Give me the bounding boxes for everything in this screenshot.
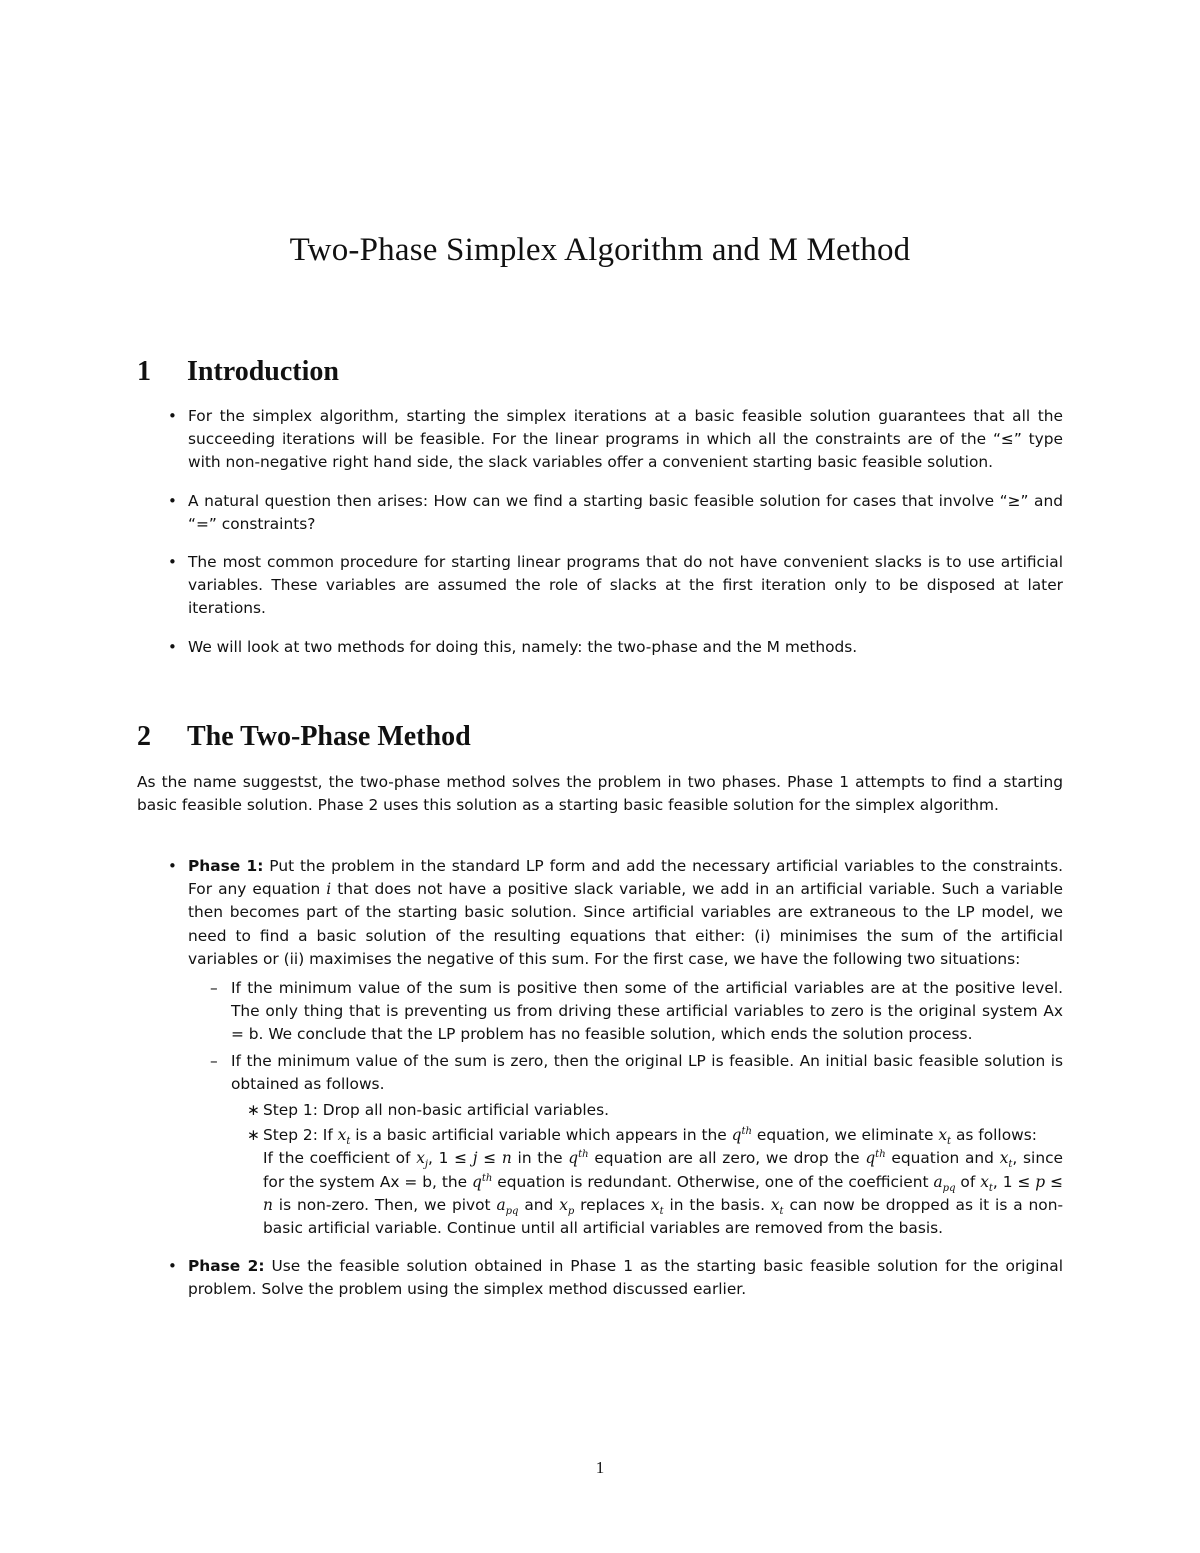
list-item (231, 1124, 1063, 1240)
text-run: is non-zero. Then, we pivot (272, 1195, 497, 1214)
page-number: 1 (595, 1458, 605, 1477)
text-run: , 1 ≤ (427, 1149, 473, 1168)
list-item (137, 490, 1063, 536)
text-run: in the basis. (663, 1195, 771, 1214)
list-item (137, 405, 1063, 475)
math-var: $x_t$ (999, 1149, 1013, 1171)
text-run: Use the feasible solution obtained in Phase 1 as the starting basic feasible solution for the original problem. Solve the problem using the simplex method discussed earlier. (188, 1257, 1063, 1299)
bullet-icon: • (168, 1257, 177, 1276)
math-var: $x_t$ (938, 1126, 952, 1148)
text-run: equation, we eliminate (751, 1126, 939, 1145)
case-text: If the minimum value of the sum is zero, then the original LP is feasible. An initial basic feasible solution is obtained as follows. (231, 1051, 1063, 1093)
section-title: The Two-Phase Method (187, 721, 471, 752)
dash-icon: – (210, 1051, 218, 1070)
phase-2-paragraph (188, 1257, 1063, 1298)
text-run: and (518, 1195, 560, 1214)
step-2-text (263, 1126, 1063, 1237)
text-run: is a basic artificial variable which appears in the (350, 1126, 732, 1145)
math-var: $x_j$ (416, 1149, 428, 1171)
section-title: Introduction (187, 356, 339, 387)
phase-label: Phase 1: (188, 857, 264, 875)
math-var: $x_t$ (650, 1195, 664, 1217)
text-run: ≤ (1045, 1172, 1063, 1191)
math-var: $a_{pq}$ (496, 1195, 519, 1217)
list-item (188, 977, 1063, 1047)
text-run: Put the problem in the standard LP form and add the necessary artificial variables to the constraints. For any equation (188, 857, 1063, 899)
section-intro-paragraph: As the name suggestst, the two-phase method solves the problem in two phases. Phase 1 attempts to find a starting basic feasible solution. Phase 2 uses this solution as a starting basic feasible solution for the simplex algorithm. (137, 773, 1063, 815)
section-number: 1 (137, 356, 151, 387)
asterisk-icon: ∗ (247, 1126, 260, 1145)
text-run: can now be dropped as it is a non-basic artificial variable. Continue until all artificial variables are removed from the basis. (263, 1195, 1064, 1238)
asterisk-icon: ∗ (247, 1101, 260, 1120)
math-var: $q^{th}$ (472, 1172, 493, 1191)
math-var: n (501, 1149, 512, 1168)
math-var: $x_t$ (337, 1126, 351, 1148)
list-item (188, 1050, 1063, 1241)
math-var: $x_p$ (559, 1195, 575, 1217)
math-var: i (326, 880, 332, 899)
bullet-text: A natural question then arises: How can we find a starting basic feasible solution for cases that involve “≥” and “=” constraints? (188, 491, 1063, 533)
math-var: $q^{th}$ (865, 1149, 886, 1168)
math-var: $a_{pq}$ (933, 1172, 956, 1194)
text-run: , 1 ≤ (992, 1172, 1036, 1191)
section-number: 2 (137, 721, 151, 752)
section-heading-introduction (137, 356, 339, 388)
math-var: $x_t$ (980, 1172, 993, 1194)
text-run: If the coefficient of (263, 1149, 417, 1168)
case-text: If the minimum value of the sum is positive then some of the artificial variables are at the positive level. The only thing that is preventing us from driving these artificial variables to zero is the original system Ax = b. We conclude that the LP problem has no feasible solution, which ends the solution process. (231, 979, 1063, 1044)
text-run: that does not have a positive slack variable, we add in an artificial variable. Such a variable then becomes part of the starting basic solution. Since artificial variables are extraneous to the LP model, we need to find a basic solution of the resulting equations that either: (i) minimises the sum of the artificial variables or (ii) maximises the negative of this sum. For the first case, we have the following two situations: (188, 880, 1063, 968)
math-var: p (1035, 1172, 1046, 1191)
text-run: replaces (574, 1195, 651, 1214)
bullet-icon: • (168, 857, 177, 875)
phase-label: Phase 2: (188, 1257, 265, 1276)
math-var: $x_t$ (770, 1195, 784, 1217)
text-run: equation is redundant. Otherwise, one of the coefficient (492, 1172, 934, 1191)
step-text: Step 1: Drop all non-basic artificial variables. (263, 1101, 610, 1120)
text-run: in the (511, 1149, 569, 1168)
introduction-bullet-list (137, 405, 1063, 659)
math-var: $q^{th}$ (568, 1149, 589, 1168)
dash-icon: – (210, 979, 218, 998)
bullet-icon: • (168, 553, 177, 572)
list-item-phase-1 (137, 855, 1063, 1240)
list-item (231, 1099, 1063, 1122)
bullet-icon: • (168, 637, 177, 656)
text-run: as follows: (951, 1126, 1037, 1145)
text-run: ≤ (477, 1149, 502, 1168)
phase-1-paragraph (188, 857, 1063, 968)
step-list (231, 1099, 1063, 1240)
math-var: j (472, 1149, 478, 1168)
list-item (137, 551, 1063, 621)
bullet-text: We will look at two methods for doing this, namely: the two-phase and the M methods. (188, 637, 858, 656)
case-list (188, 977, 1063, 1240)
text-run: of (955, 1172, 981, 1191)
phase-bullet-list (137, 855, 1063, 1302)
bullet-icon: • (168, 491, 177, 510)
text-run: equation and (885, 1149, 1000, 1168)
math-var: n (263, 1195, 273, 1214)
text-run: , since for the system Ax = b, the (263, 1149, 1064, 1191)
document-title: Two-Phase Simplex Algorithm and M Method (289, 232, 911, 269)
text-run: Step 2: If (263, 1126, 338, 1145)
bullet-text: For the simplex algorithm, starting the simplex iterations at a basic feasible solution guarantees that all the succeeding iterations will be feasible. For the linear programs in which all the constraints are of the “≤” type with non-negative right hand side, the slack variables offer a convenient starting basic feasible solution. (188, 407, 1063, 472)
list-item (137, 636, 1063, 659)
math-var: $q^{th}$ (731, 1126, 752, 1145)
bullet-icon: • (168, 407, 177, 425)
section-heading-two-phase-method (137, 721, 471, 753)
list-item-phase-2 (137, 1255, 1063, 1301)
text-run: equation are all zero, we drop the (588, 1149, 866, 1168)
bullet-text: The most common procedure for starting linear programs that do not have convenient slacks is to use artificial variables. These variables are assumed the role of slacks at the first iteration only to be disposed at later iterations. (188, 553, 1063, 618)
